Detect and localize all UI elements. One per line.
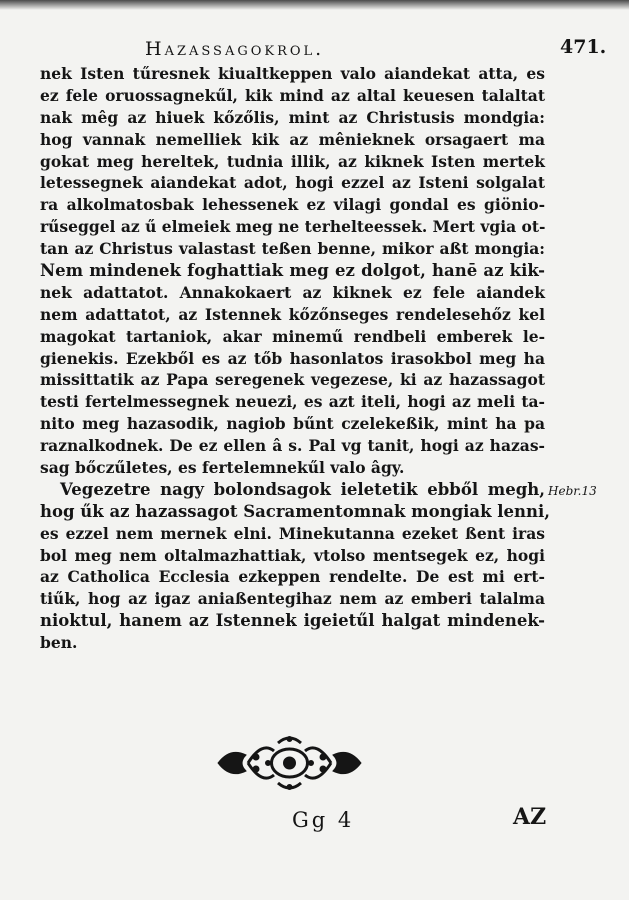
text-line: bol meg nem oltalmazhattiak, vtolso mentsegek ez, hogi [40,545,545,565]
signature-mark: Gg 4 [292,808,355,832]
margin-note: Hebr.13 [548,484,597,498]
text-line: gokat meg hereltek, tudnia illik, az kiknek Isten mertek [40,151,545,171]
text-line: missittatik az Papa seregenek vegezese, ki az hazassagot [40,370,545,390]
text-line: ez fele oruossagnekűl, kik mind az altal keuesen talaltat [40,85,545,105]
text-line: tiűk, hog az igaz aniaßentegihaz nem az emberi talalma [40,589,545,609]
text-line: nek adattatot. Annakokaert az kiknek ez fele aiandek [40,282,545,302]
text-line: nito meg hazasodik, nagiob bűnt czelekeßik, mint ha pa [40,414,545,434]
text-line: nem adattatot, az Istennek kőzőnseges rendelesehőz kel [40,304,545,324]
text-line: ra alkolmatosbak lehessenek ez vilagi gondal es giönio- [40,195,545,215]
text-line: rűseggel az ű elmeiek meg ne terhelteessek. Mert vgia ot- [40,217,546,237]
page-edge-shadow [0,0,629,10]
text-line: raznalkodnek. De ez ellen â s. Pal vg tanit, hogi az hazas- [40,436,545,456]
text-line: nioktul, hanem az Istennek igeietűl halgat mindenek- [40,611,545,631]
text-line: az Catholica Ecclesia ezkeppen rendelte. De est mi ert- [40,567,545,587]
text-line: es ezzel nem mernek elni. Minekutanna ezeket ßent iras [40,523,545,543]
text-line: gienekis. Ezekből es az tőb hasonlatos irasokbol meg ha [40,348,545,368]
text-line: hog űk az hazassagot Sacramentomnak mongiak lenni, [40,501,551,521]
text-line: Nem mindenek foghattiak meg ez dolgot, hanē az kik- [40,261,545,281]
text-line: magokat tartaniok, akar minemű rendbeli emberek le- [40,326,545,346]
running-head: Hazassagokrol. [145,38,325,60]
text-line: letessegnek aiandekat adot, hogi ezzel az Isteni solgalat [40,173,545,193]
text-line: tan az Christus valastast teßen benne, mikor aßt mongia: [40,239,545,259]
body-text [40,63,551,654]
text-line: ben. [40,633,78,653]
ornament-icon [212,733,367,797]
page-number: 471. [560,36,607,58]
text-line: nak mêg az hiuek kőzőlis, mint az Christusis mondgia: [40,107,545,127]
text-line: sag bőczűletes, es fertelemnekűl valo âgy. [40,458,405,478]
paragraph-start-line: Vegezetre nagy bolondsagok ieletetik ebből megh, [60,479,545,499]
text-line: nek Isten tűresnek kiualtkeppen valo aiandekat atta, es [40,64,545,83]
text-line: testi fertelmessegnek neuezi, es azt iteli, hogi az meli ta- [40,392,545,412]
text-line: hog vannak nemelliek kik az mênieknek orsagaert ma [40,129,545,149]
catchword: AZ [513,804,547,830]
